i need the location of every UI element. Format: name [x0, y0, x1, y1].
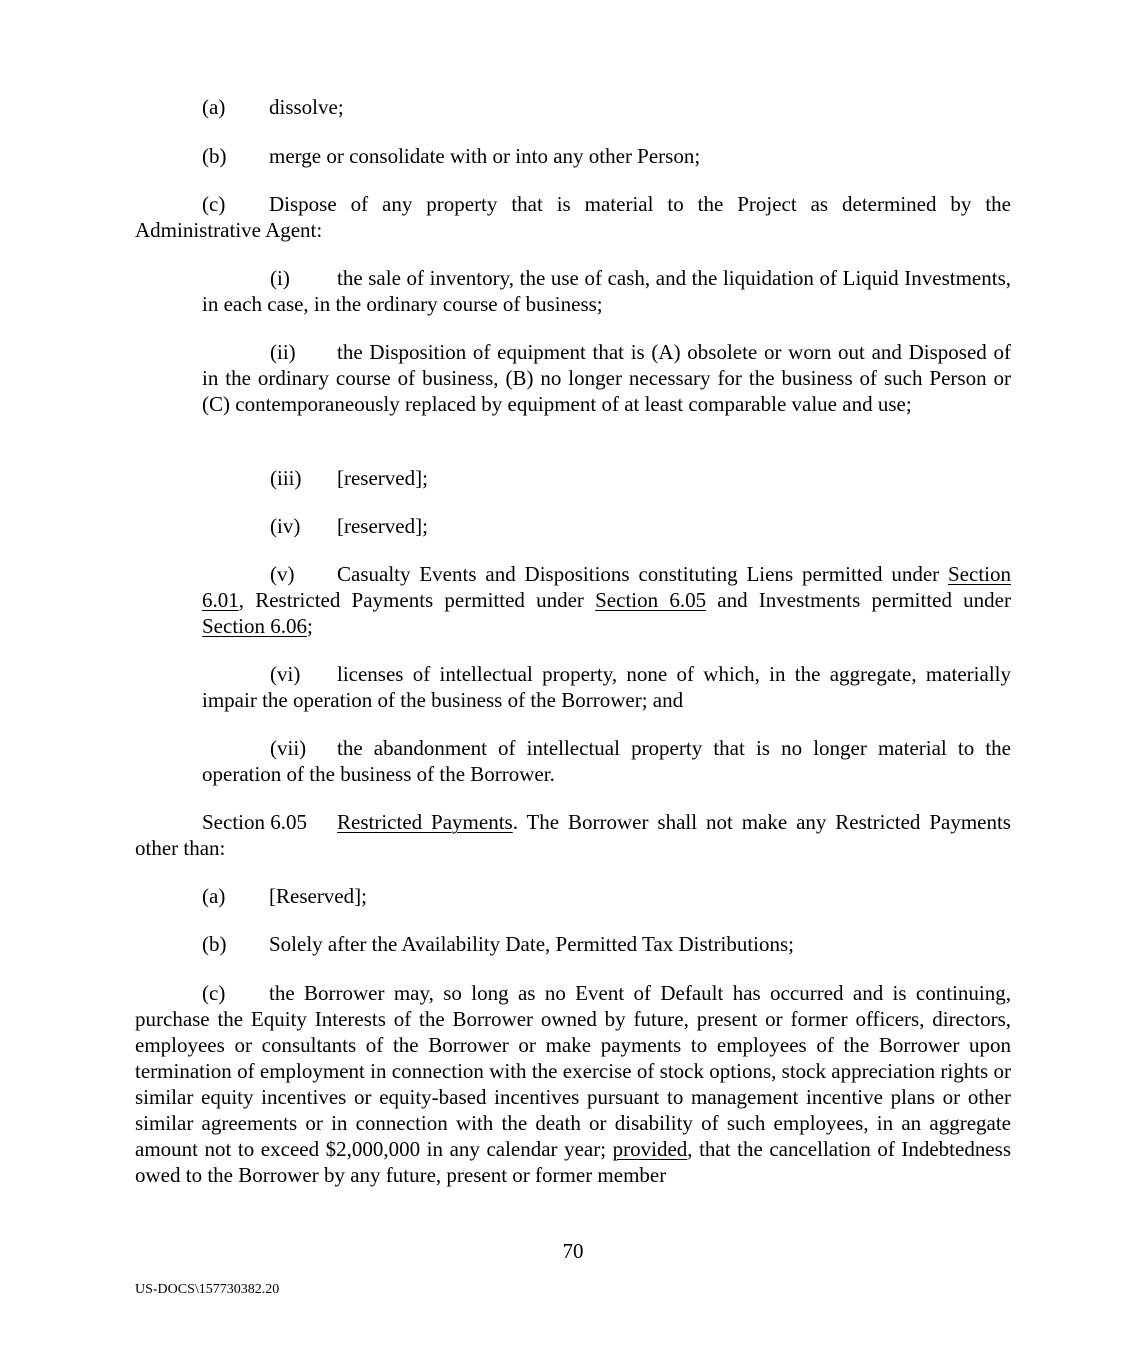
- rp-item-b: [135, 931, 1011, 957]
- subitem-ii-label: (ii): [270, 340, 296, 364]
- subitem-vi: [202, 661, 1011, 713]
- subitem-vii: [202, 735, 1011, 787]
- subitem-ii: [202, 339, 1011, 417]
- page-number: 70: [562, 1239, 584, 1263]
- rp-item-a: [135, 883, 1011, 909]
- section-6-05-label: Section 6.05: [202, 810, 307, 834]
- subitem-vi-text: licenses of intellectual property, none of which, in the aggregate, materially impair the operation of the business of the Borrower; and: [202, 662, 1011, 712]
- item-c-text: Dispose of any property that is material to the Project as determined by the Administrative Agent:: [135, 192, 1011, 242]
- subitem-v: [202, 561, 1011, 639]
- section-6-05-reference: Section 6.05: [595, 588, 707, 612]
- subitem-iii: [202, 465, 1011, 491]
- provided-term: provided: [612, 1137, 688, 1161]
- subitem-i-text: the sale of inventory, the use of cash, and the liquidation of Liquid Investments, in each case, in the ordinary course of business;: [202, 266, 1011, 316]
- item-c: [135, 191, 1011, 243]
- subitem-i: [202, 265, 1011, 317]
- rp-item-c: [135, 980, 1011, 1188]
- subitem-i-label: (i): [270, 266, 290, 290]
- section-6-01-reference: Section 6.01: [202, 562, 1011, 612]
- subitem-ii-text: the Disposition of equipment that is (A) obsolete or worn out and Disposed of in the ordinary course of business, (B) no longer necessary for the business of such Person or (C) contemporaneously replaced by equipment of at least comparable value and use;: [202, 340, 1011, 416]
- subitem-vi-label: (vi): [270, 662, 301, 686]
- subitem-iv-label: (iv): [270, 514, 301, 538]
- document-id: US-DOCS\157730382.20: [135, 1282, 280, 1297]
- item-a: [135, 94, 1011, 120]
- subitem-vii-text: the abandonment of intellectual property that is no longer material to the operation of the business of the Borrower.: [202, 736, 1011, 786]
- section-6-05-heading: Restricted Payments: [337, 810, 513, 834]
- rp-item-b-label: (b): [202, 932, 227, 956]
- item-a-label: (a): [202, 95, 226, 119]
- subitem-v-label: (v): [270, 562, 295, 586]
- rp-item-c-label: (c): [202, 981, 226, 1005]
- item-c-label: (c): [202, 192, 226, 216]
- section-6-05: [135, 809, 1011, 861]
- section-6-06-reference: Section 6.06: [202, 614, 307, 638]
- subitem-iv-text: [reserved];: [337, 514, 428, 538]
- subitem-v-text-1: Casualty Events and Dispositions constituting Liens permitted under: [337, 562, 948, 586]
- subitem-vii-label: (vii): [270, 736, 307, 760]
- subitem-v-text-4: ;: [307, 614, 313, 638]
- subitem-iv: [202, 513, 1011, 539]
- rp-item-b-text: Solely after the Availability Date, Permitted Tax Distributions;: [269, 932, 794, 956]
- rp-item-c-text-2: , that the cancellation of Indebtedness owed to the Borrower by any future, present or former member: [135, 1137, 1011, 1187]
- item-b: [135, 143, 1011, 169]
- rp-item-c-text-1: the Borrower may, so long as no Event of Default has occurred and is continuing, purchase the Equity Interests of the Borrower owned by future, present or former officers, directors, employees or consultants of the Borrower or make payments to employees of the Borrower upon termination of employment in connection with the exercise of stock options, stock appreciation rights or similar equity incentives or equity-based incentives pursuant to management incentive plans or other similar agreements or in connection with the death or disability of such employees, in an aggregate amount not to exceed $2,000,000 in any calendar year;: [135, 981, 1011, 1161]
- section-6-05-text: . The Borrower shall not make any Restricted Payments other than:: [135, 810, 1011, 860]
- item-b-text: merge or consolidate with or into any other Person;: [269, 144, 701, 168]
- subitem-v-text-2: , Restricted Payments permitted under: [238, 588, 596, 612]
- item-b-label: (b): [202, 144, 227, 168]
- item-a-text: dissolve;: [269, 95, 344, 119]
- rp-item-a-label: (a): [202, 884, 226, 908]
- rp-item-a-text: [Reserved];: [269, 884, 367, 908]
- subitem-v-text-3: and Investments permitted under: [706, 588, 1011, 612]
- subitem-iii-text: [reserved];: [337, 466, 428, 490]
- subitem-iii-label: (iii): [270, 466, 302, 490]
